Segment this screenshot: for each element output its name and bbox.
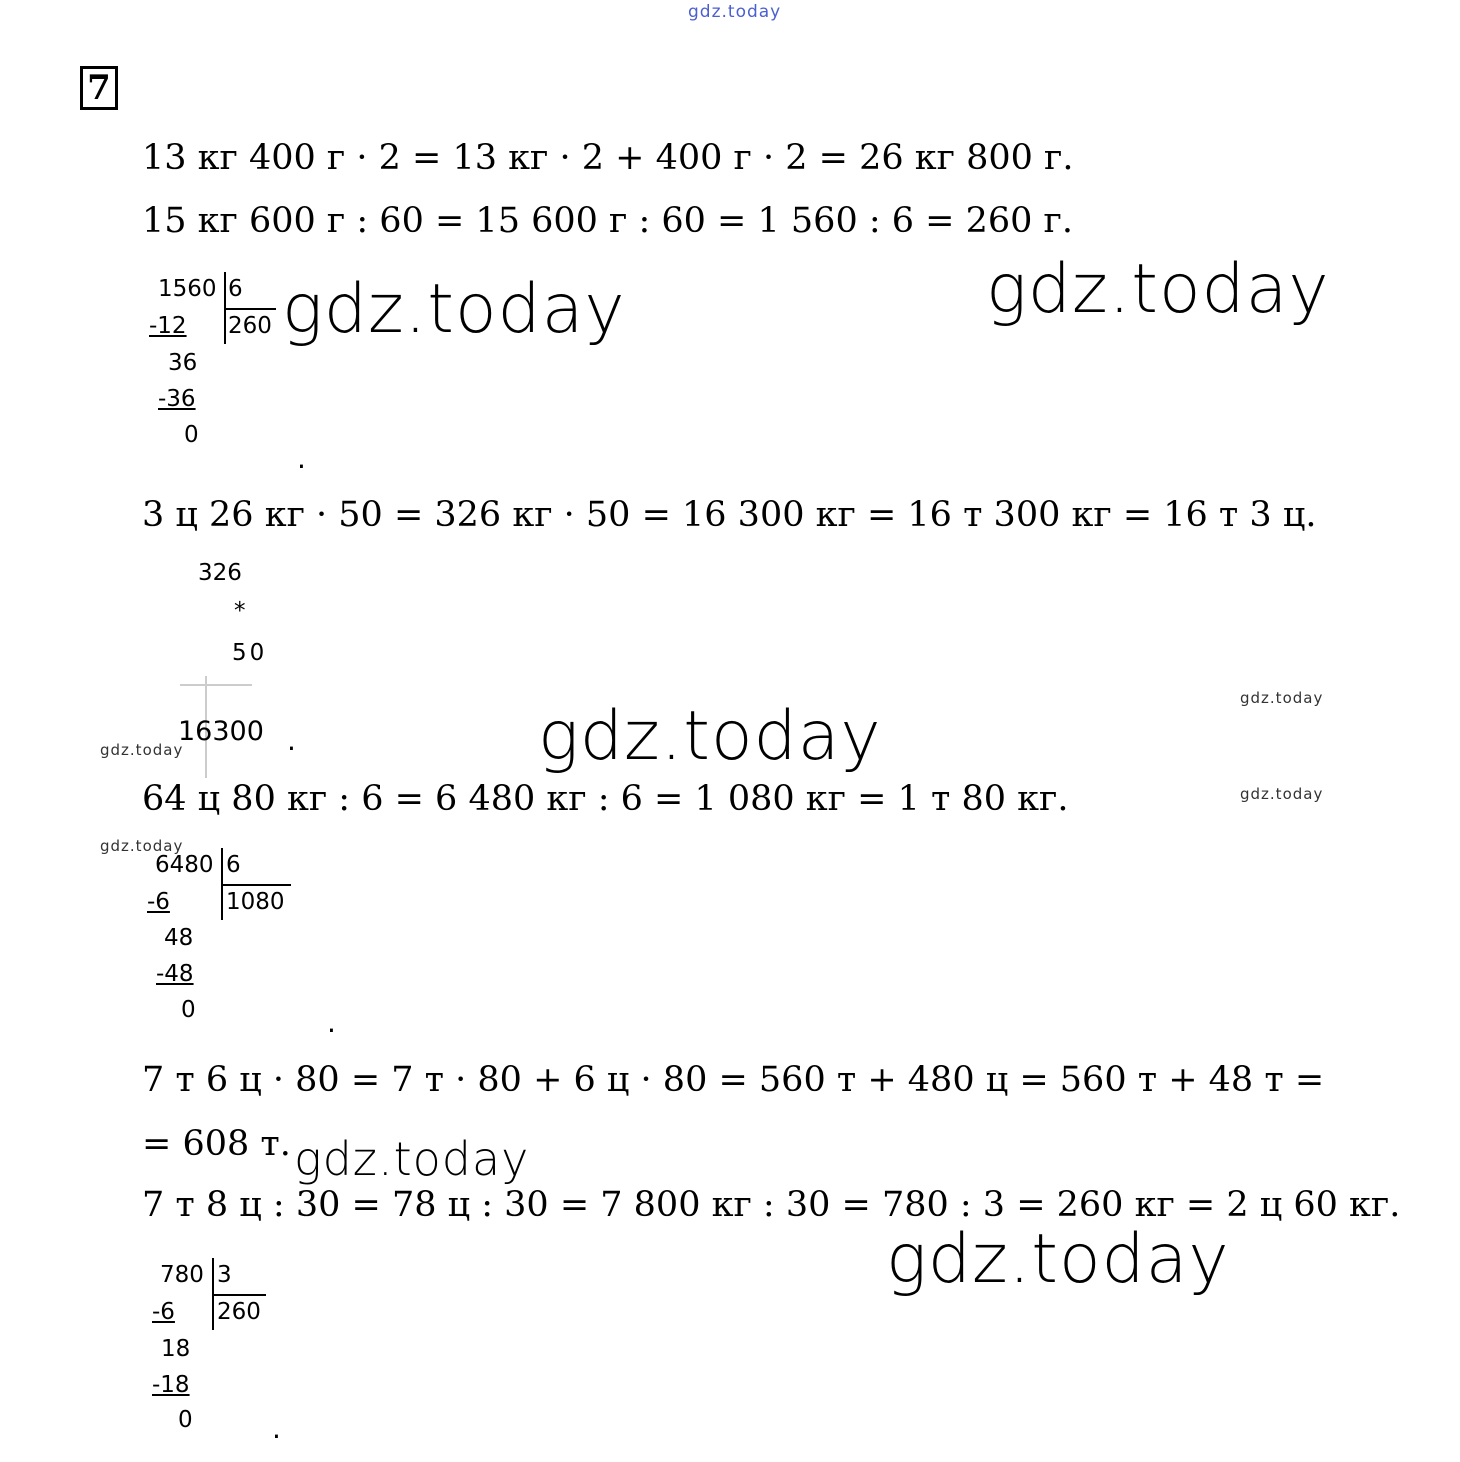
factor-1: 326 bbox=[198, 560, 242, 586]
task-number: 7 bbox=[80, 66, 118, 110]
watermark-large: gdz.today bbox=[886, 1220, 1230, 1299]
watermark-small: gdz.today bbox=[100, 741, 184, 759]
equation-4: 64 ц 80 кг : 6 = 6 480 кг : 6 = 1 080 кг = 1 т 80 кг. bbox=[142, 779, 1069, 819]
watermark-large: gdz.today bbox=[282, 270, 626, 349]
dividend: 6480 bbox=[155, 852, 214, 878]
watermark-large: gdz.today bbox=[538, 697, 882, 776]
watermark-small: gdz.today bbox=[1240, 785, 1324, 803]
equation-2: 15 кг 600 г : 60 = 15 600 г : 60 = 1 560 : 6 = 260 г. bbox=[142, 201, 1073, 241]
quotient: 260 bbox=[228, 313, 272, 339]
watermark-large: gdz.today bbox=[986, 250, 1330, 329]
partial-1: 36 bbox=[168, 350, 198, 376]
remainder: 0 bbox=[181, 997, 196, 1023]
factor-2: 50 bbox=[232, 640, 268, 666]
equation-3: 3 ц 26 кг · 50 = 326 кг · 50 = 16 300 кг = 16 т 300 кг = 16 т 3 ц. bbox=[142, 495, 1317, 535]
partial-1: 18 bbox=[161, 1336, 191, 1362]
division-horizontal-line bbox=[212, 1294, 266, 1296]
equation-6: = 608 т. bbox=[142, 1124, 291, 1164]
quotient: 1080 bbox=[226, 889, 285, 915]
subtrahend-2: -48 bbox=[156, 961, 194, 987]
division-horizontal-line bbox=[224, 308, 276, 310]
subtrahend-1: -12 bbox=[149, 313, 187, 339]
period: . bbox=[272, 1412, 281, 1445]
equation-1: 13 кг 400 г · 2 = 13 кг · 2 + 400 г · 2 = 26 кг 800 г. bbox=[142, 138, 1074, 178]
divisor: 3 bbox=[217, 1262, 232, 1288]
subtrahend-1: -6 bbox=[152, 1299, 175, 1325]
dividend: 780 bbox=[160, 1262, 204, 1288]
divisor: 6 bbox=[226, 852, 241, 878]
period: . bbox=[327, 1006, 336, 1039]
watermark-small: gdz.today bbox=[100, 837, 184, 855]
divisor: 6 bbox=[228, 276, 243, 302]
watermark-small: gdz.today bbox=[1240, 689, 1324, 707]
subtrahend-2: -36 bbox=[158, 386, 196, 412]
watermark-top: gdz.today bbox=[688, 2, 782, 22]
period: . bbox=[287, 724, 296, 757]
equation-5: 7 т 6 ц · 80 = 7 т · 80 + 6 ц · 80 = 560 т + 480 ц = 560 т + 48 т = bbox=[142, 1060, 1325, 1100]
remainder: 0 bbox=[178, 1407, 193, 1433]
remainder: 0 bbox=[184, 422, 199, 448]
equation-7: 7 т 8 ц : 30 = 78 ц : 30 = 7 800 кг : 30 = 780 : 3 = 260 кг = 2 ц 60 кг. bbox=[142, 1185, 1401, 1225]
subtrahend-1: -6 bbox=[147, 889, 170, 915]
period: . bbox=[297, 442, 306, 475]
partial-1: 48 bbox=[164, 925, 194, 951]
subtrahend-2: -18 bbox=[152, 1372, 190, 1398]
product: 16300 bbox=[178, 716, 264, 747]
division-horizontal-line bbox=[221, 884, 291, 886]
quotient: 260 bbox=[217, 1299, 261, 1325]
watermark-medium: gdz.today bbox=[294, 1132, 530, 1186]
dividend: 1560 bbox=[158, 276, 217, 302]
faint-line bbox=[180, 684, 252, 686]
multiply-sign: * bbox=[234, 598, 246, 624]
